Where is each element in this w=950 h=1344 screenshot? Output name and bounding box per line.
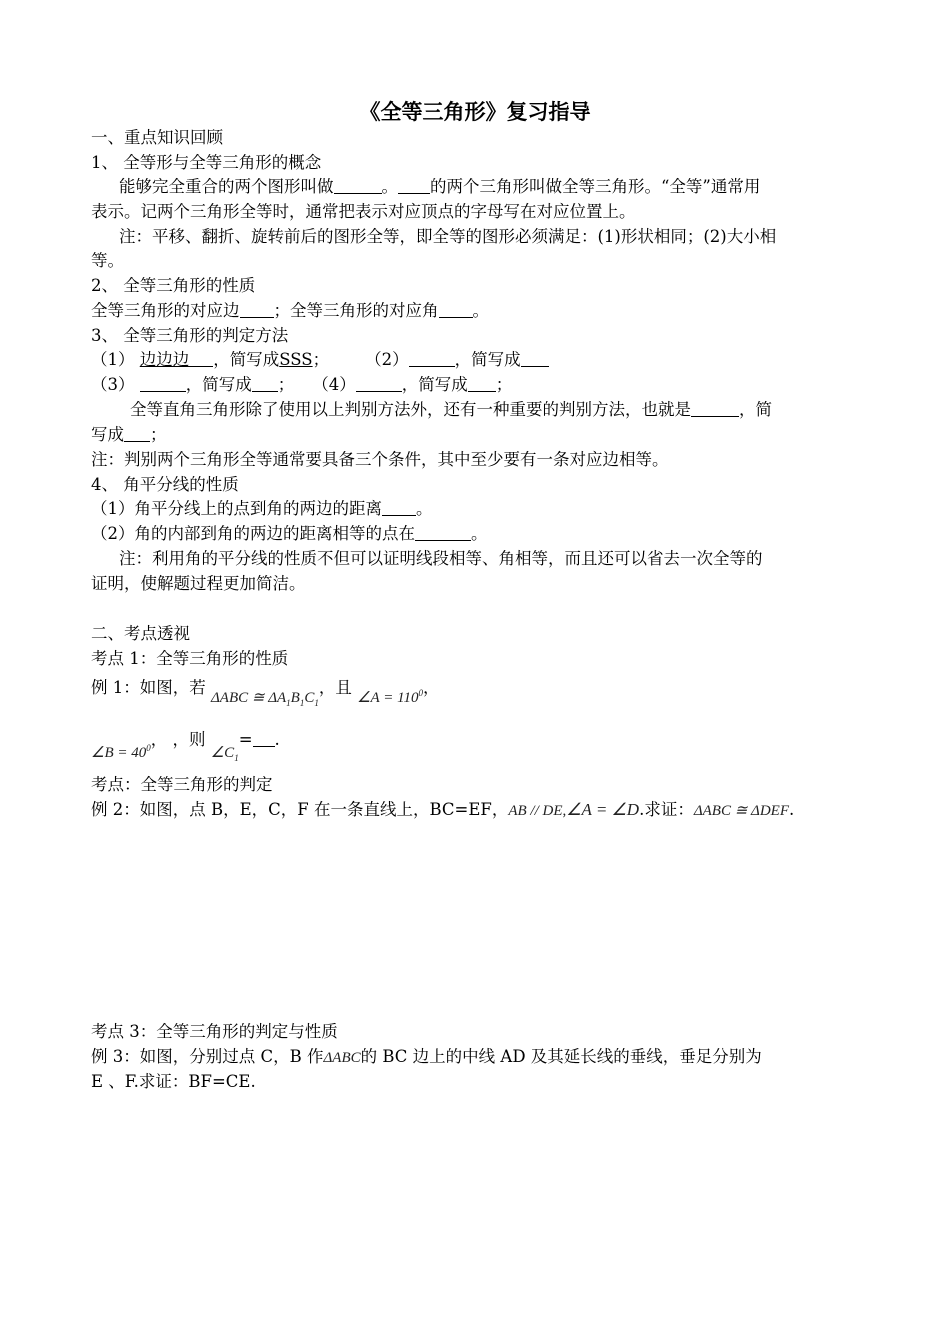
- topic-1-title: 1、 全等形与全等三角形的概念: [91, 153, 322, 172]
- answer-blank[interactable]: [252, 375, 278, 392]
- note-3-line-1: 注：利用角的平分线的性质不但可以证明线段相等、角相等，而且还可以省去一次全等的: [119, 549, 763, 568]
- right-triangle-line-2: 写成 ；: [91, 425, 167, 444]
- answer-blank[interactable]: [240, 301, 274, 318]
- math-congruence-abc-a1b1c1: ΔABC ≅ $\Delta A_1B_1C_1$: [211, 690, 319, 708]
- math-angle-a-equals-d: ∠A = ∠D: [566, 800, 640, 819]
- note-1-line-2: 等。: [91, 251, 124, 270]
- topic-4-item-2: （2）角的内部到角的两边的距离相等的点在 。: [91, 524, 488, 543]
- answer-blank[interactable]: [439, 301, 473, 318]
- math-congruence-abc-def: ΔABC ≅ ΔDEF: [693, 803, 789, 819]
- answer-blank[interactable]: [691, 400, 739, 417]
- exam-point-2: 考点：全等三角形的判定: [91, 775, 273, 794]
- note-1-line-1: 注：平移、翻折、旋转前后的图形全等，即全等的图形必须满足：(1)形状相同；(2)大小相: [119, 227, 777, 246]
- exam-point-1: 考点 1：全等三角形的性质: [91, 649, 289, 668]
- answer-blank[interactable]: [140, 375, 186, 392]
- math-angle-c1: $\angle C_1$: [210, 745, 239, 763]
- math-ab-parallel-de: AB // DE: [508, 803, 563, 819]
- note-2: 注：判别两个三角形全等通常要具备三个条件，其中至少要有一条对应边相等。: [91, 450, 669, 469]
- example-1-line-2: ∠B = $40^0$， ，则 $\angle C_1=$ .: [91, 730, 280, 763]
- topic-4-title: 4、 角平分线的性质: [91, 475, 239, 494]
- answer-blank[interactable]: [468, 375, 496, 392]
- exam-point-3: 考点 3：全等三角形的判定与性质: [91, 1022, 338, 1041]
- answer-blank[interactable]: [334, 177, 382, 194]
- answer-blank[interactable]: [409, 350, 455, 367]
- math-triangle-abc: ΔABC: [323, 1050, 361, 1066]
- topic-4-item-1: （1）角平分线上的点到角的两边的距离 。: [91, 499, 433, 518]
- answer-blank[interactable]: [382, 499, 416, 516]
- criteria-line-1: （1） 边边边 ，简写成SSS； （2） ，简写成: [91, 349, 549, 371]
- answer-blank[interactable]: [415, 524, 471, 541]
- topic-2-line: 全等三角形的对应边 ；全等三角形的对应角 。: [91, 301, 489, 320]
- note-3-line-2: 证明，使解题过程更加简洁。: [91, 574, 306, 593]
- math-angle-b: ∠B = $40^0$: [91, 743, 151, 761]
- answer-blank[interactable]: [398, 177, 430, 194]
- math-angle-a: ∠A = $110^0$: [357, 688, 423, 706]
- example-3-line-2: E 、F.求证：BF=CE.: [91, 1072, 256, 1091]
- example-3-line-1: 例 3：如图，分别过点 C，B 作ΔABC的 BC 边上的中线 AD 及其延长线的垂线，垂足分别为: [91, 1047, 762, 1066]
- answer-blank[interactable]: [521, 350, 549, 367]
- criteria-line-2: （3） ，简写成 ； （4） ，简写成 ；: [91, 375, 513, 394]
- example-2-line: 例 2：如图，点 B，E，C，F 在一条直线上，BC=EF，AB // DE,∠A = ∠D.求证：ΔABC ≅ ΔDEF.: [91, 800, 795, 819]
- section-heading-exam-points: 二、考点透视: [91, 624, 190, 643]
- answer-blank[interactable]: [124, 425, 150, 442]
- document-title: 《全等三角形》复习指导: [359, 100, 591, 124]
- topic-1-line-2: 表示。记两个三角形全等时，通常把表示对应顶点的字母写在对应位置上。: [91, 202, 636, 221]
- answer-blank[interactable]: [356, 375, 402, 392]
- example-1-line-1: 例 1：如图，若 ΔABC ≅ $\Delta A_1B_1C_1$，且 ∠A = $110^0$，: [91, 678, 440, 708]
- section-heading-review: 一、重点知识回顾: [91, 128, 223, 147]
- topic-1-line-1: 能够完全重合的两个图形叫做 。 的两个三角形叫做全等三角形。“全等”通常用: [119, 177, 761, 196]
- topic-2-title: 2、 全等三角形的性质: [91, 276, 256, 295]
- answer-blank[interactable]: [253, 730, 275, 747]
- topic-3-title: 3、 全等三角形的判定方法: [91, 326, 289, 345]
- right-triangle-line-1: 全等直角三角形除了使用以上判别方法外，还有一种重要的判别方法，也就是 ，简: [130, 400, 772, 419]
